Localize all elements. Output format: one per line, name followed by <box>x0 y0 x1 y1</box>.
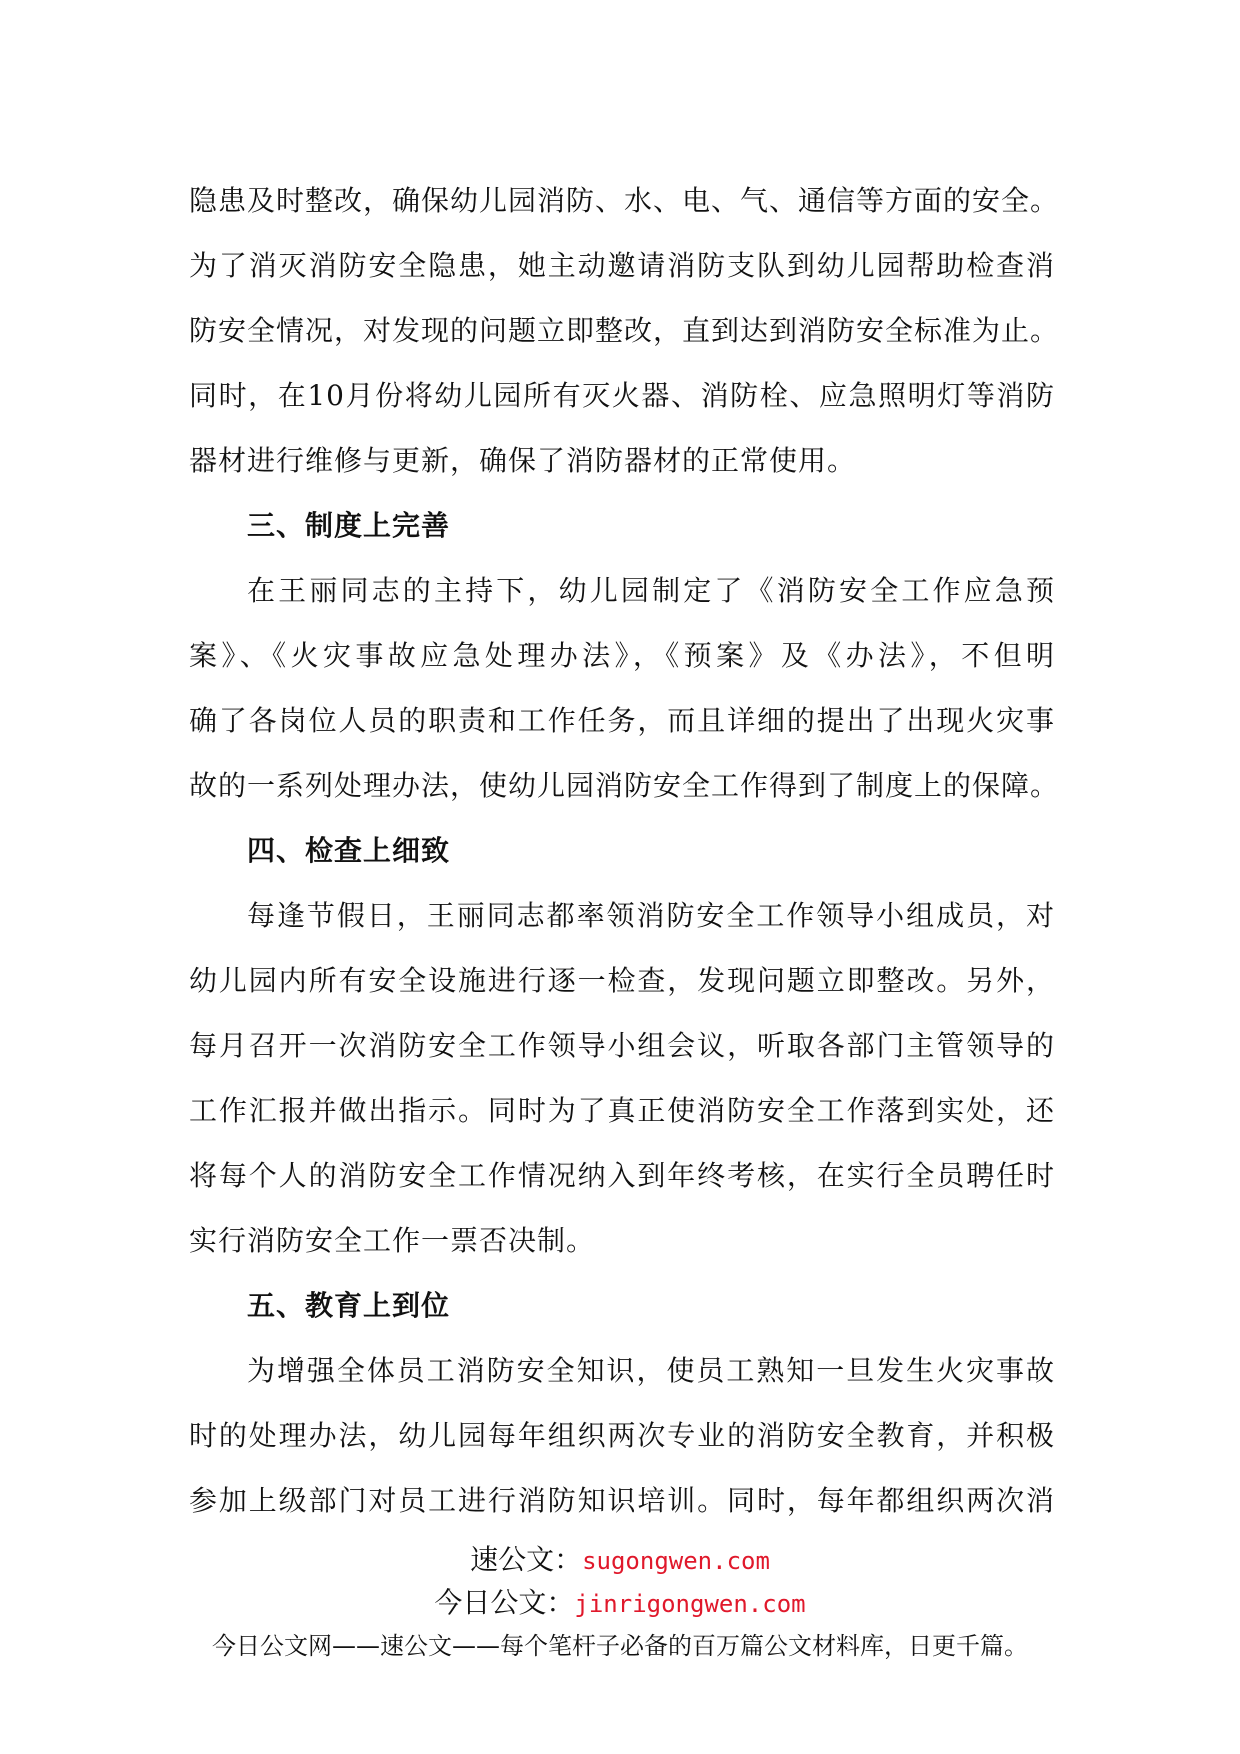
section-heading: 五、教育上到位 <box>247 1289 451 1322</box>
section-paragraph <box>189 558 1060 818</box>
footer-line-jinrigongwen <box>0 1581 1240 1621</box>
footer-label: 今日公文： <box>434 1586 575 1619</box>
footer-line-sugongwen <box>0 1538 1240 1578</box>
text-line: 时的处理办法，幼儿园每年组织两次专业的消防安全教育，并积极 <box>189 1419 1055 1452</box>
text-line: 器材进行维修与更新，确保了消防器材的正常使用。 <box>189 444 857 477</box>
text-line: 将每个人的消防安全工作情况纳入到年终考核，在实行全员聘任时 <box>189 1159 1055 1192</box>
text-line: 故的一系列处理办法，使幼儿园消防安全工作得到了制度上的保障。 <box>189 769 1060 802</box>
section-paragraph <box>189 1338 1055 1533</box>
text-line: 确了各岗位人员的职责和工作任务，而且详细的提出了出现火灾事 <box>189 704 1055 737</box>
section-heading: 三、制度上完善 <box>247 509 451 542</box>
footer-slogan: 今日公文网——速公文——每个笔杆子必备的百万篇公文材料库，日更千篇。 <box>212 1632 1028 1660</box>
text-line: 实行消防安全工作一票否决制。 <box>189 1224 596 1257</box>
text-line: 每逢节假日，王丽同志都率领消防安全工作领导小组成员，对 <box>247 899 1055 932</box>
text-line: 参加上级部门对员工进行消防知识培训。同时，每年都组织两次消 <box>189 1484 1055 1517</box>
text-line: 在王丽同志的主持下，幼儿园制定了《消防安全工作应急预 <box>247 574 1055 607</box>
document-body <box>189 168 1060 1533</box>
text-line: 工作汇报并做出指示。同时为了真正使消防安全工作落到实处，还 <box>189 1094 1055 1127</box>
footer-link-jinrigongwen[interactable]: jinrigongwen.com <box>574 1590 806 1618</box>
text-line: 案》、《火灾事故应急处理办法》，《预案》及《办法》，不但明 <box>189 639 1055 672</box>
text-line: 为了消灭消防安全隐患，她主动邀请消防支队到幼儿园帮助检查消 <box>189 249 1055 282</box>
text-line: 为增强全体员工消防安全知识，使员工熟知一旦发生火灾事故 <box>247 1354 1055 1387</box>
text-line: 防安全情况，对发现的问题立即整改，直到达到消防安全标准为止。 <box>189 314 1060 347</box>
footer-label: 速公文： <box>470 1543 583 1576</box>
text-line: 隐患及时整改，确保幼儿园消防、水、电、气、通信等方面的安全。 <box>189 184 1060 217</box>
text-line: 幼儿园内所有安全设施进行逐一检查，发现问题立即整改。另外， <box>189 964 1055 997</box>
text-line: 每月召开一次消防安全工作领导小组会议，听取各部门主管领导的 <box>189 1029 1055 1062</box>
footer-link-sugongwen[interactable]: sugongwen.com <box>582 1547 770 1575</box>
section-paragraph <box>189 883 1055 1273</box>
text-line: 同时，在10月份将幼儿园所有灭火器、消防栓、应急照明灯等消防 <box>189 379 1055 412</box>
paragraph-continued <box>189 168 1060 493</box>
section-heading: 四、检查上细致 <box>247 834 451 867</box>
